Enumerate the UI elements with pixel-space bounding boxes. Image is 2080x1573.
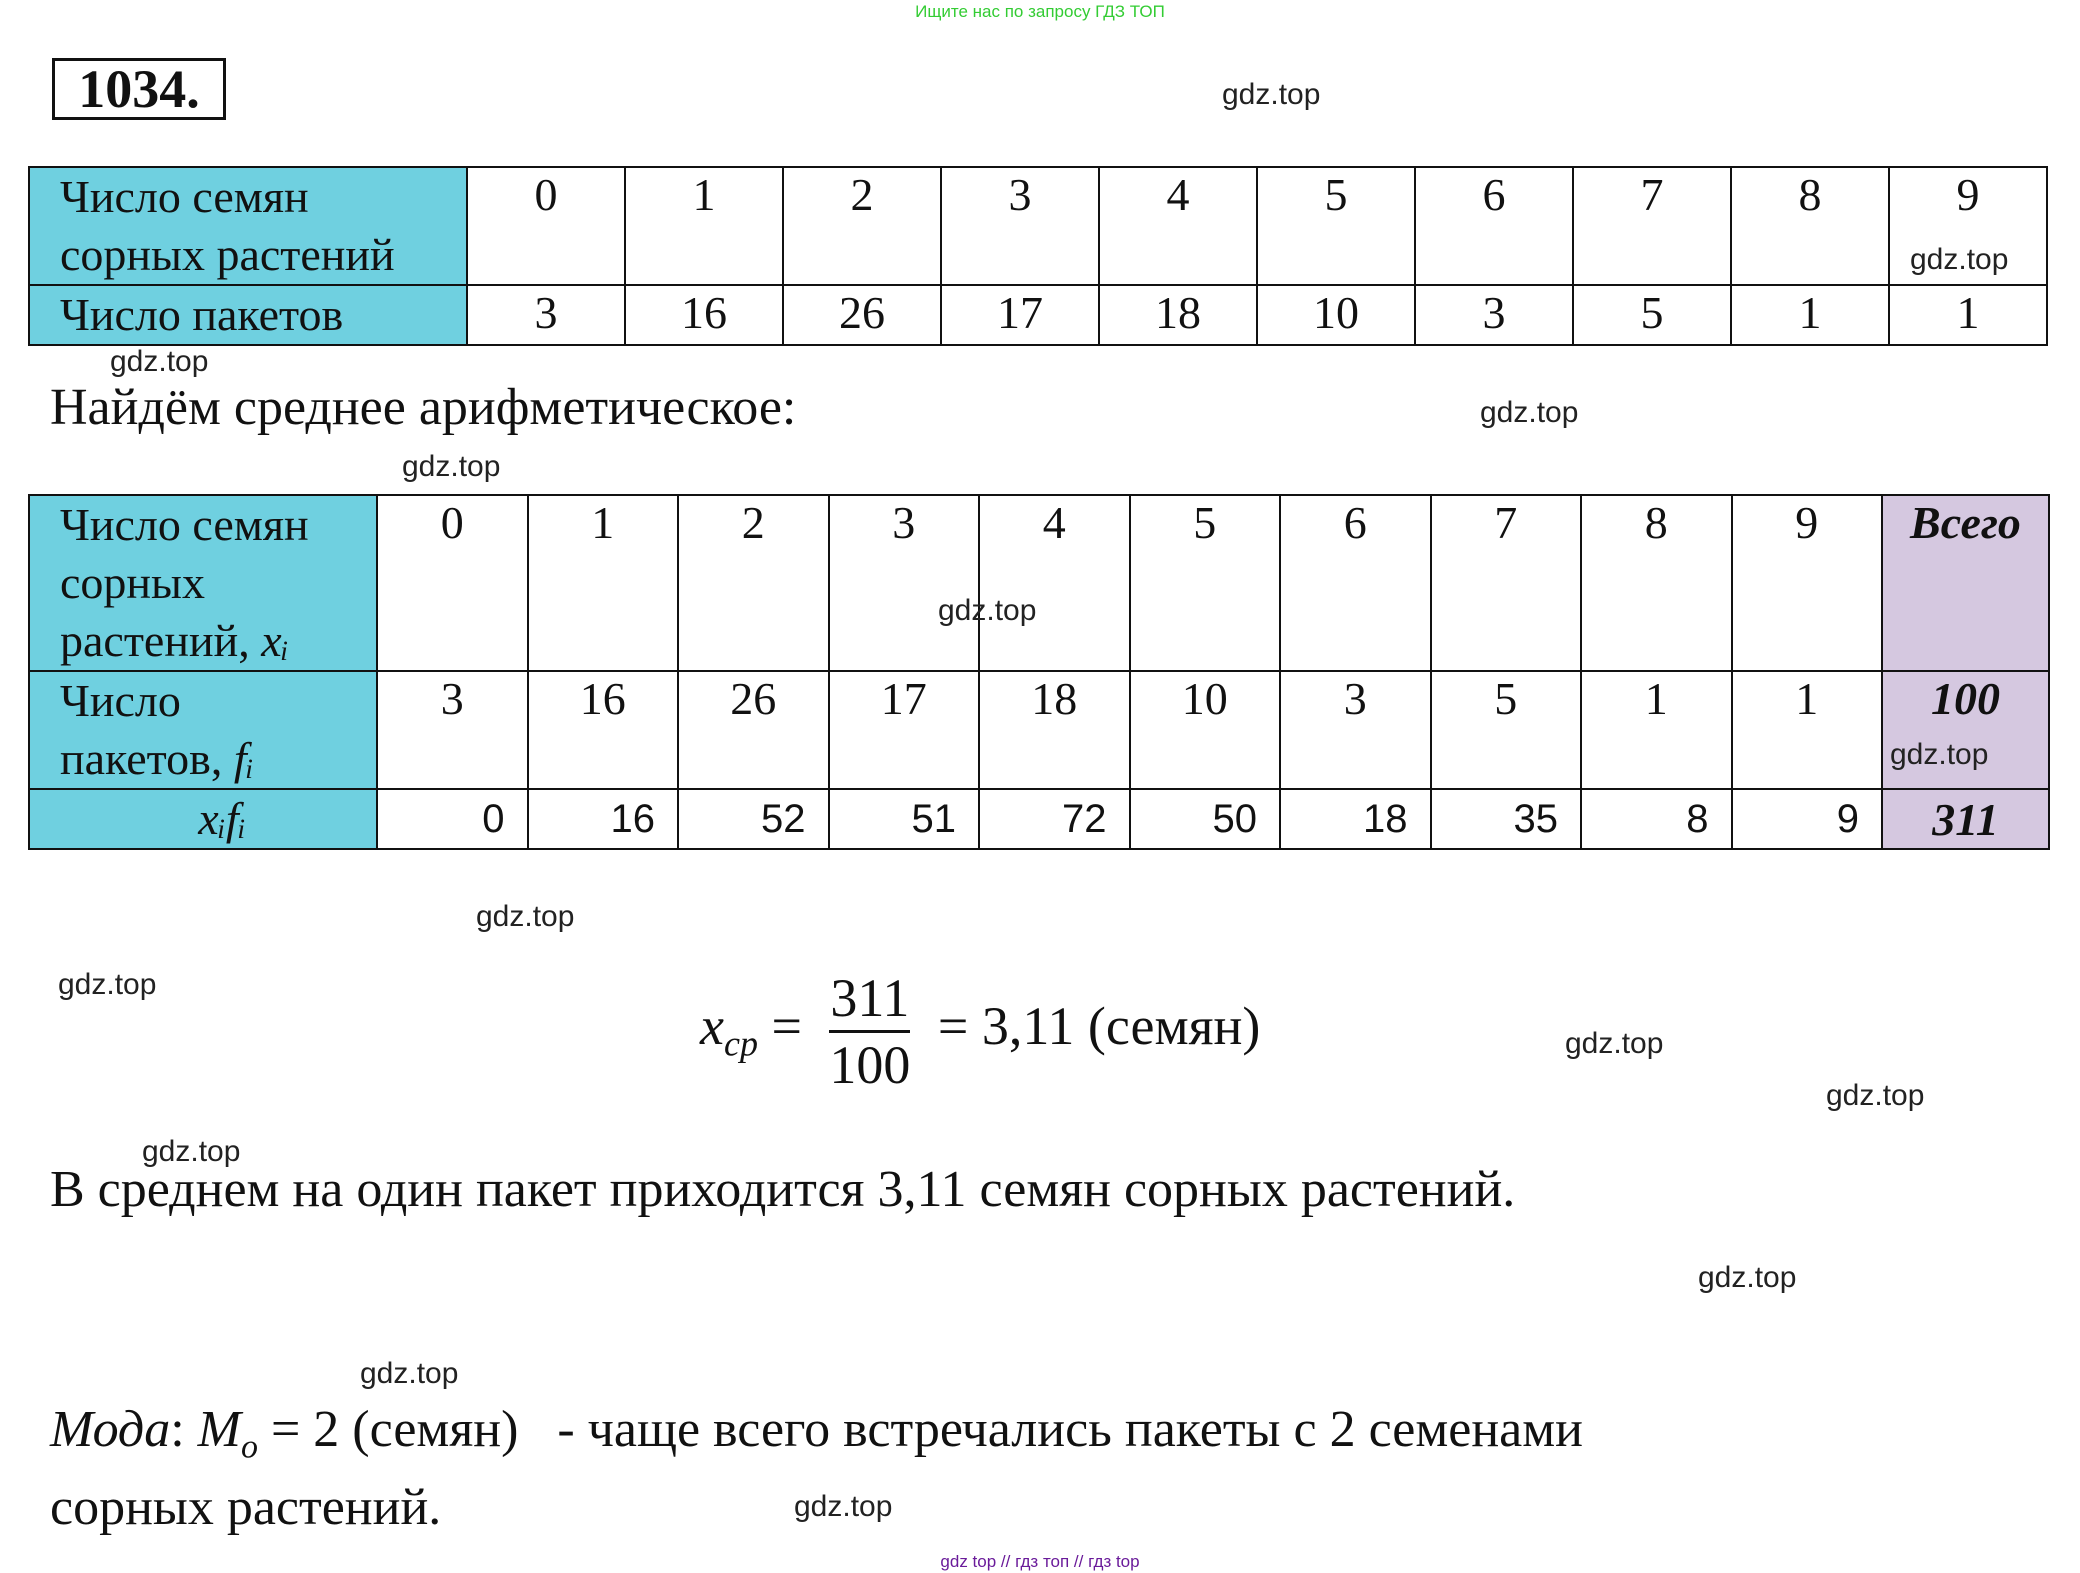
packets-row-header: Число пакетов	[29, 285, 467, 345]
product-cell: 35	[1431, 789, 1582, 849]
header-text: растений,	[60, 615, 262, 666]
seeds-row-header	[29, 167, 467, 285]
packet-cell: 3	[1280, 671, 1431, 789]
table-row	[29, 495, 2049, 671]
watermark: gdz.top	[794, 1490, 893, 1523]
seed-cell: 3	[941, 167, 1099, 285]
watermark: gdz.top	[1698, 1261, 1797, 1294]
mode-line	[50, 1400, 1583, 1466]
packet-cell: 17	[829, 671, 980, 789]
packet-cell: 26	[783, 285, 941, 345]
seed-cell: 0	[377, 495, 528, 671]
header-text: пакетов,	[60, 733, 234, 784]
packet-cell: 18	[979, 671, 1130, 789]
packet-cell: 3	[377, 671, 528, 789]
header-line: Число семян	[60, 171, 309, 222]
watermark: gdz.top	[58, 968, 157, 1001]
seed-cell: 6	[1280, 495, 1431, 671]
footer-watermark: gdz top // гдз топ // гдз top	[940, 1552, 1140, 1571]
xi-row-header	[29, 495, 377, 671]
header-line	[60, 730, 376, 788]
product-cell: 51	[829, 789, 980, 849]
watermark: gdz.top	[142, 1135, 241, 1168]
xifi-row-header: xᵢfᵢ	[29, 789, 377, 849]
numerator: 311	[829, 966, 910, 1033]
packet-cell: 1	[1581, 671, 1732, 789]
product-cell: 50	[1130, 789, 1281, 849]
table-row	[29, 789, 2049, 849]
watermark: gdz.top	[1910, 243, 2009, 276]
product-cell: 8	[1581, 789, 1732, 849]
formula-result: = 3,11 (семян)	[937, 995, 1261, 1056]
table-row	[29, 671, 2049, 789]
watermark: gdz.top	[1890, 738, 1989, 771]
fi-row-header	[29, 671, 377, 789]
mode-line-2: сорных растений.	[50, 1479, 442, 1536]
total-packets-cell: 100	[1882, 671, 2049, 789]
table-row	[29, 167, 2047, 285]
mode-label: Мода	[50, 1401, 171, 1458]
seed-cell: 7	[1431, 495, 1582, 671]
total-products-cell: 311	[1882, 789, 2049, 849]
packet-cell: 3	[1415, 285, 1573, 345]
fi-variable: fᵢ	[233, 733, 254, 784]
colon: :	[170, 1401, 198, 1458]
seed-cell: 7	[1573, 167, 1731, 285]
table-row	[29, 285, 2047, 345]
mean-symbol: x	[700, 995, 724, 1056]
packet-cell: 18	[1099, 285, 1257, 345]
packet-cell: 10	[1130, 671, 1281, 789]
xi-variable: xᵢ	[261, 615, 289, 666]
seed-cell: 8	[1581, 495, 1732, 671]
seed-cell: 5	[1257, 167, 1415, 285]
packet-cell: 5	[1431, 671, 1582, 789]
mode-description: - чаще всего встречались пакеты с 2 семенами	[557, 1401, 1583, 1458]
packet-cell: 16	[528, 671, 679, 789]
watermark: gdz.top	[360, 1357, 459, 1390]
top-banner: Ищите нас по запросу ГДЗ ТОП	[915, 2, 1165, 21]
product-cell: 16	[528, 789, 679, 849]
mode-subscript: o	[240, 1428, 258, 1466]
watermark: gdz.top	[1826, 1079, 1925, 1112]
seed-cell: 2	[678, 495, 829, 671]
packet-cell: 1	[1732, 671, 1883, 789]
header-line: сорных	[60, 557, 205, 608]
seed-cell: 1	[528, 495, 679, 671]
intro-text: Найдём среднее арифметическое:	[50, 379, 797, 436]
watermark: gdz.top	[476, 900, 575, 933]
header-line	[60, 612, 376, 670]
product-cell: 18	[1280, 789, 1431, 849]
watermark: gdz.top	[1565, 1027, 1664, 1060]
seed-cell: 5	[1130, 495, 1281, 671]
seed-cell: 3	[829, 495, 980, 671]
fraction	[829, 966, 910, 1097]
conclusion-text: В среднем на один пакет приходится 3,11 семян сорных растений.	[50, 1161, 1516, 1218]
seed-cell: 9	[1889, 167, 2047, 285]
packet-cell: 26	[678, 671, 829, 789]
seed-cell: 4	[979, 495, 1130, 671]
seed-cell: 1	[625, 167, 783, 285]
header-line: сорных растений	[60, 229, 395, 280]
mean-formula	[700, 966, 1260, 1097]
equals-sign: =	[771, 995, 802, 1056]
header-line: Число	[60, 675, 181, 726]
seed-cell: 2	[783, 167, 941, 285]
seed-cell: 4	[1099, 167, 1257, 285]
seed-cell: 0	[467, 167, 625, 285]
watermark: gdz.top	[938, 594, 1037, 627]
mean-subscript: cp	[723, 1023, 758, 1064]
watermark: gdz.top	[110, 345, 209, 378]
header-line: Число семян	[60, 499, 309, 550]
packet-cell: 17	[941, 285, 1099, 345]
watermark: gdz.top	[1222, 78, 1321, 111]
product-cell: 72	[979, 789, 1130, 849]
seed-cell: 9	[1732, 495, 1883, 671]
mode-value: = 2 (семян)	[270, 1401, 519, 1458]
denominator: 100	[829, 1035, 911, 1095]
watermark: gdz.top	[1480, 396, 1579, 429]
task-number: 1034.	[52, 58, 226, 120]
product-cell: 52	[678, 789, 829, 849]
packet-cell: 3	[467, 285, 625, 345]
seed-cell: 6	[1415, 167, 1573, 285]
packet-cell: 1	[1731, 285, 1889, 345]
seeds-frequency-table	[28, 166, 2048, 346]
packet-cell: 16	[625, 285, 783, 345]
mean-calculation-table	[28, 494, 2050, 850]
packet-cell: 10	[1257, 285, 1415, 345]
watermark: gdz.top	[402, 450, 501, 483]
seed-cell: 8	[1731, 167, 1889, 285]
product-cell: 9	[1732, 789, 1883, 849]
product-cell: 0	[377, 789, 528, 849]
packet-cell: 1	[1889, 285, 2047, 345]
mode-symbol: M	[197, 1401, 241, 1458]
total-label-cell: Всего	[1882, 495, 2049, 671]
packet-cell: 5	[1573, 285, 1731, 345]
